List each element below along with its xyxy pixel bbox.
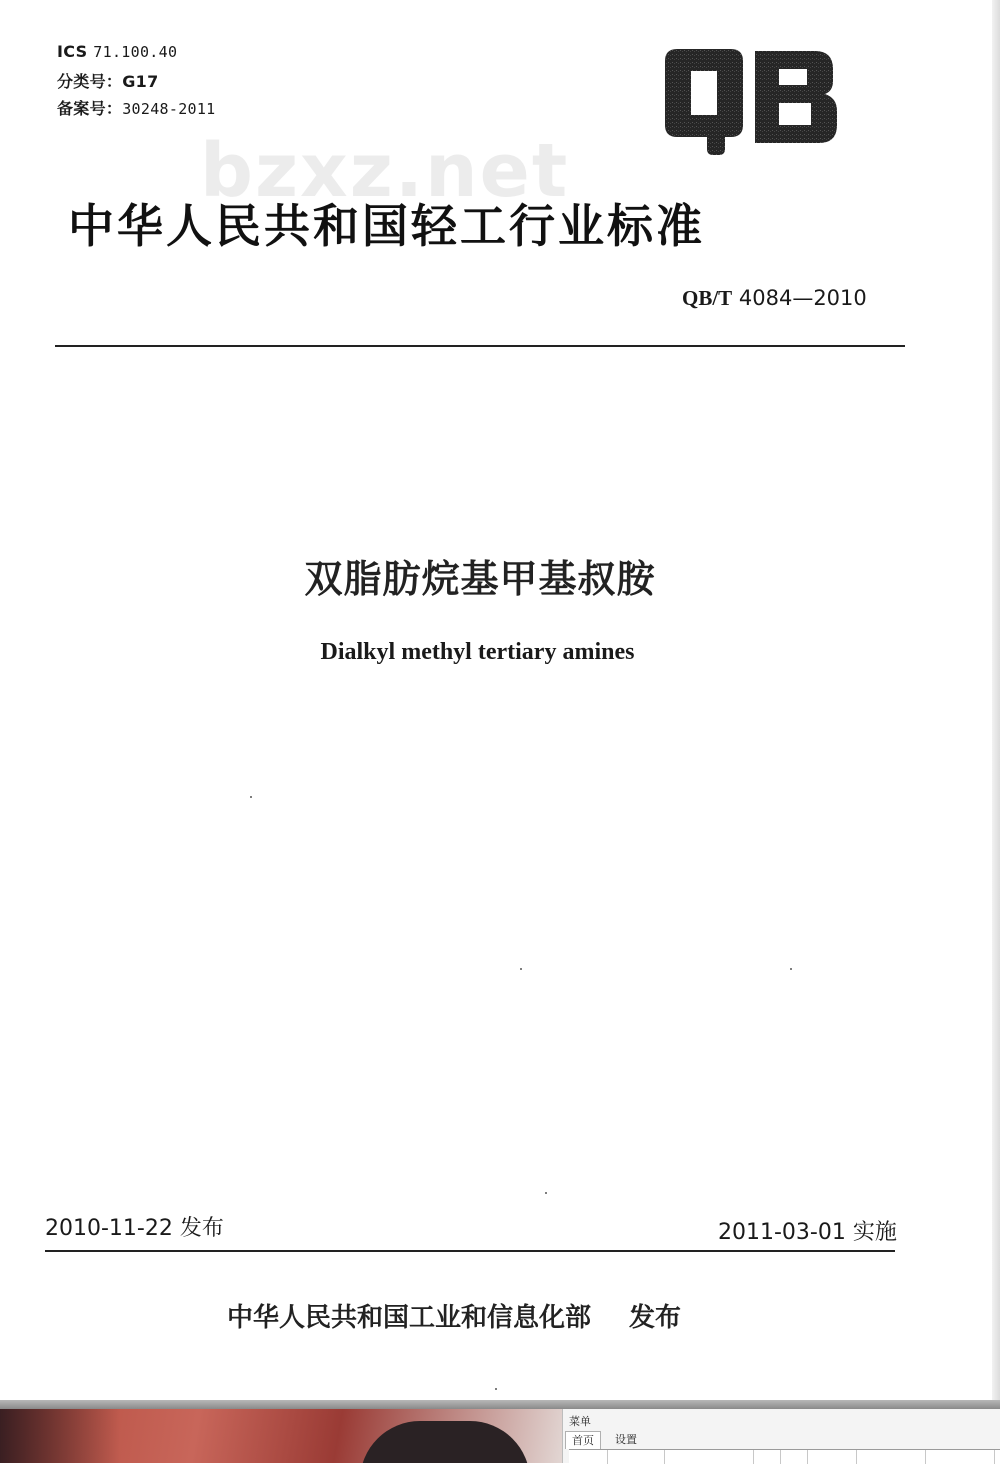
ics-value: 71.100.40 — [93, 43, 178, 61]
photo-shadow — [0, 1409, 120, 1463]
effective-date: 2011-03-01 实施 — [718, 1220, 897, 1245]
standard-title: 中华人民共和国轻工行业标准 — [68, 199, 705, 253]
standard-number: 4084—2010 — [738, 286, 867, 310]
app-panel — [562, 1409, 1000, 1463]
qb-logo — [655, 45, 845, 160]
table-header-row — [569, 1449, 1000, 1464]
scan-speck — [520, 968, 522, 970]
publisher-action: 发布 — [629, 1303, 682, 1333]
scan-speck — [250, 796, 252, 798]
record-value: 30248-2011 — [122, 100, 216, 118]
standard-prefix: QB/T — [682, 286, 733, 310]
ics-line — [57, 42, 177, 61]
publish-date: 2010-11-22 发布 — [45, 1216, 224, 1241]
page-edge-shadow — [992, 0, 1000, 1402]
class-label: 分类号： — [57, 72, 123, 91]
tab-home[interactable]: 首页 — [565, 1431, 601, 1449]
class-value: G17 — [122, 72, 159, 91]
record-line — [57, 96, 216, 119]
publisher-line — [227, 1297, 681, 1334]
ics-label: ICS — [57, 42, 88, 61]
footer-divider — [45, 1250, 895, 1252]
header-divider — [55, 345, 905, 347]
product-name-en: Dialkyl methyl tertiary amines — [320, 639, 635, 665]
photo-silhouette — [360, 1421, 530, 1463]
publisher-name: 中华人民共和国工业和信息化部 — [227, 1303, 592, 1333]
watermark: bzxz.net — [200, 128, 570, 214]
scan-speck — [495, 1388, 497, 1390]
menu-label[interactable]: 菜单 — [569, 1415, 591, 1428]
scan-speck — [790, 968, 792, 970]
viewer-scrollbar[interactable] — [0, 1400, 1000, 1409]
scan-speck — [545, 1192, 547, 1194]
standard-code — [682, 286, 867, 311]
product-name-cn: 双脂肪烷基甲基叔胺 — [304, 557, 656, 601]
record-label: 备案号： — [57, 99, 123, 118]
class-line — [57, 69, 159, 92]
tab-settings[interactable]: 设置 — [615, 1433, 637, 1446]
background-photo-strip — [0, 1409, 562, 1463]
